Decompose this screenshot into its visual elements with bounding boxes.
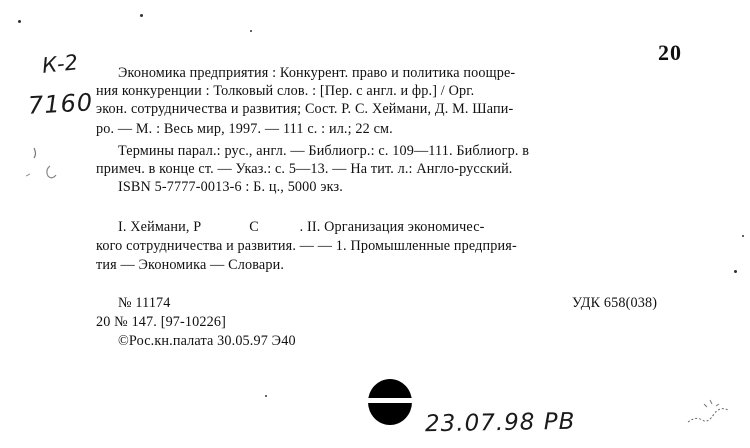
scan-speck [140, 14, 143, 17]
handwritten-date-note: 23.07.98 РВ [424, 408, 576, 438]
punch-hole-blot [366, 377, 414, 427]
pencil-scribble [684, 392, 734, 432]
handwritten-shelf-mark: К-2 [40, 50, 80, 78]
card-number: 20 [658, 40, 682, 65]
pencil-marks [20, 140, 70, 185]
scan-speck [250, 30, 252, 32]
main-entry-line: ро. — М. : Весь мир, 1997. — 111 с. : ил.; 22 см. [96, 121, 393, 137]
handwritten-inventory-number: 7160 [27, 88, 94, 120]
tracings-line: кого сотрудничества и развития. — — 1. Промышленные предприя- [96, 238, 517, 254]
tracings-line: I. Хеймани, Р С . II. Организация экономичес- [118, 219, 485, 235]
scan-speck [742, 235, 744, 237]
isbn-line: ISBN 5-7777-0013-6 : Б. ц., 5000 экз. [118, 179, 343, 195]
main-entry-line: ния конкуренции : Толковый слов. : [Пер. с англ. и фр.] / Орг. [96, 83, 475, 99]
main-entry-line: Экономика предприятия : Конкурент. право и политика поощре- [118, 65, 516, 81]
notes-line: Термины парал.: рус., англ. — Библиогр.: с. 109—111. Библиогр. в [118, 143, 530, 159]
scan-speck [265, 395, 267, 397]
order-number: 20 № 147. [97-10226] [96, 314, 227, 330]
tracings-line: тия — Экономика — Словари. [96, 257, 285, 273]
main-entry-line: экон. сотрудничества и развития; Сост. Р. С. Хеймани, Д. М. Шапи- [96, 101, 514, 117]
scan-speck [734, 270, 737, 273]
scan-speck [18, 20, 21, 23]
book-chamber-stamp: ©Рос.кн.палата 30.05.97 Э40 [118, 333, 296, 349]
notes-line: примеч. в конце ст. — Указ.: с. 5—13. — На тит. л.: Англо-русский. [96, 161, 513, 177]
registry-number: № 11174 [118, 295, 171, 311]
udc-code: УДК 658(038) [572, 295, 658, 311]
